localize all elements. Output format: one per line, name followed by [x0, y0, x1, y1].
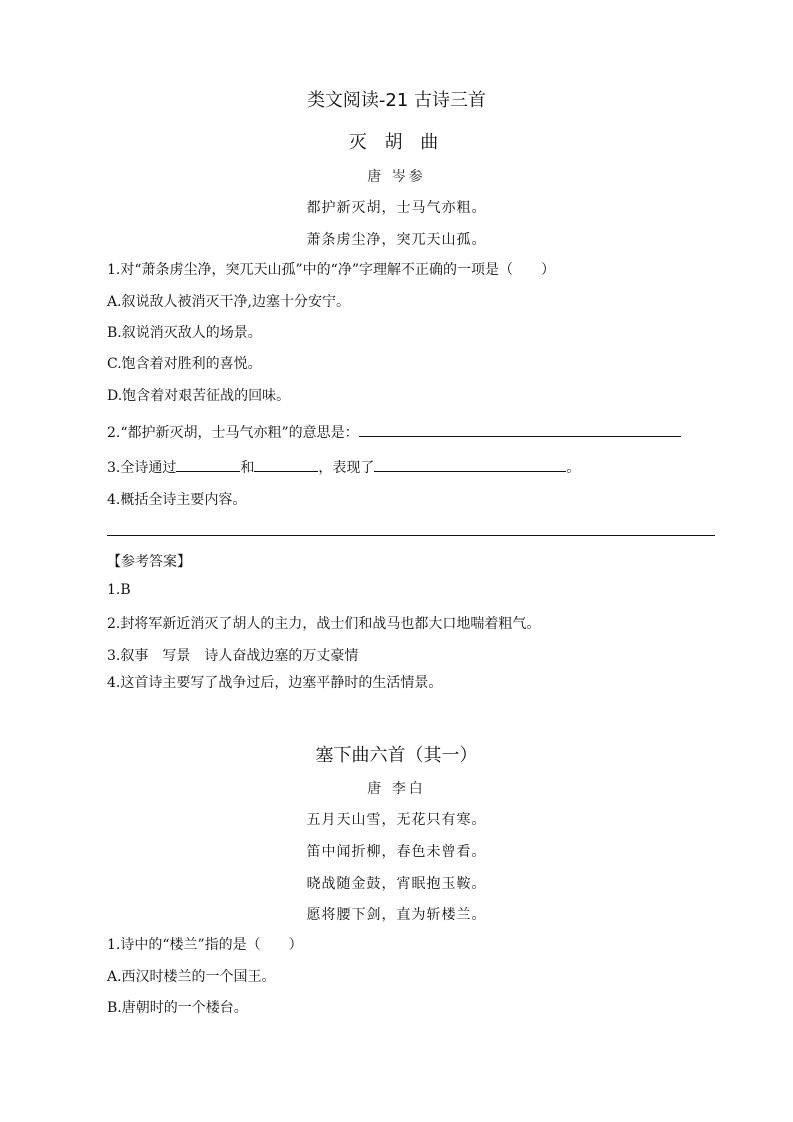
answer-2: 2.封将军新近消灭了胡人的主力，战士们和战马也都大口地喘着粗气。 [107, 616, 541, 632]
answers-heading: 【参考答案】 [107, 554, 191, 570]
answer-blank-2[interactable] [359, 422, 681, 437]
option-b: B.叙说消灭敌人的场景。 [107, 325, 262, 341]
poem2-question-1: 1.诗中的“楼兰”指的是（ ） [107, 937, 303, 953]
question-2 [107, 422, 681, 442]
question-3-text-c: ，表现了 [318, 460, 375, 476]
poem2-option-b: B.唐朝时的一个楼台。 [107, 1000, 248, 1016]
poem2-author: 唐 李白 [367, 781, 426, 797]
question-1: 1.对“萧条虏尘净，突兀天山孤”中的“净”字理解不正确的一项是（ ） [107, 262, 555, 278]
poem2-option-a: A.西汉时楼兰的一个国王。 [107, 969, 276, 985]
poem1-verse-1: 都护新灭胡，士马气亦粗。 [306, 200, 487, 216]
poem2-verse-1: 五月天山雪，无花只有寒。 [306, 812, 487, 828]
answer-4: 4.这首诗主要写了战争过后，边塞平静时的生活情景。 [107, 675, 443, 691]
poem2-verse-2: 笛中闻折柳，春色未曾看。 [306, 844, 487, 860]
answer-3: 3.叙事 写景 诗人奋战边塞的万丈豪情 [107, 648, 359, 664]
question-3-text-a: 3.全诗通过 [107, 460, 177, 476]
document-title: 类文阅读-21 古诗三首 [306, 90, 487, 111]
answer-blank-3a[interactable] [176, 457, 240, 472]
question-3-text-b: 和 [240, 460, 255, 476]
option-a: A.叙说敌人被消灭干净,边塞十分安宁。 [107, 294, 351, 310]
question-2-text: 2.“都护新灭胡，士马气亦粗”的意思是： [107, 425, 359, 441]
poem1-author: 唐 岑参 [367, 169, 426, 185]
question-3 [107, 457, 580, 477]
answer-blank-3c[interactable] [374, 457, 566, 472]
option-d: D.饱含着对艰苦征战的回味。 [107, 388, 291, 404]
answer-line-4[interactable] [107, 535, 715, 536]
poem1-verse-2: 萧条虏尘净，突兀天山孤。 [306, 232, 487, 248]
poem2-verse-3: 晓战随金鼓，宵眠抱玉鞍。 [306, 876, 487, 892]
question-4: 4.概括全诗主要内容。 [107, 492, 247, 508]
answer-1: 1.B [107, 582, 131, 598]
question-3-text-d: 。 [566, 460, 581, 476]
option-c: C.饱含着对胜利的喜悦。 [107, 356, 262, 372]
poem2-title: 塞下曲六首（其一） [315, 745, 478, 766]
poem2-verse-4: 愿将腰下剑，直为斩楼兰。 [306, 907, 487, 923]
answer-blank-3b[interactable] [254, 457, 318, 472]
poem1-title: 灭 胡 曲 [348, 132, 445, 153]
